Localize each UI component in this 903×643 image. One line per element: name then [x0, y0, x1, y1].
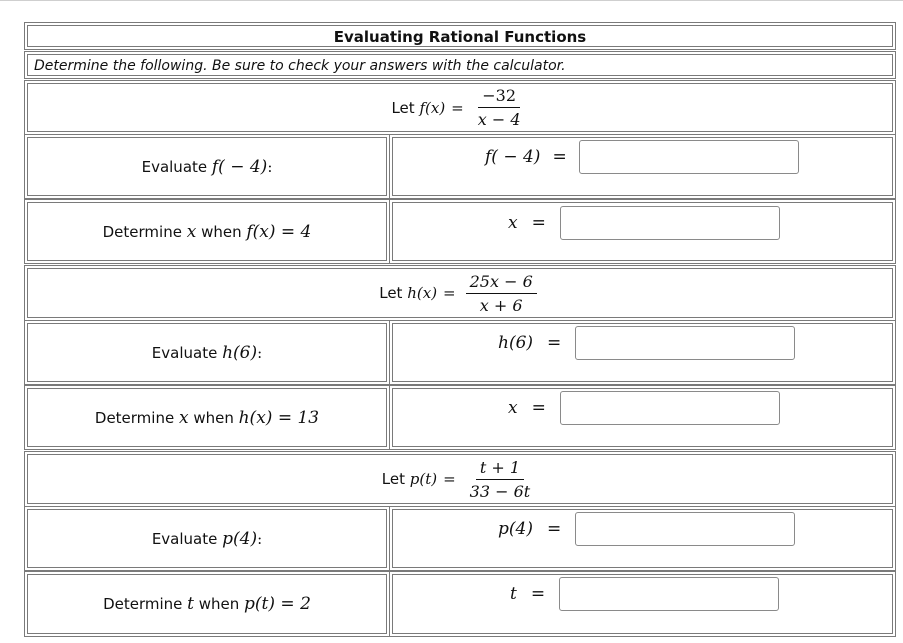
answer-cell-evaluate-p — [389, 506, 896, 571]
page-title: Evaluating Rational Functions — [27, 25, 893, 47]
when-label: when — [194, 595, 245, 613]
equals-sign: = — [451, 98, 464, 117]
answer-lhs-h6: h(6) — [498, 333, 534, 353]
function-name-h: h(x) — [407, 284, 438, 302]
evaluate-expression-f: f( − 4) — [211, 156, 268, 177]
when-label: when — [196, 222, 247, 241]
function-definition-p — [24, 451, 896, 507]
answer-lhs-p4: p(4) — [498, 519, 533, 539]
question-cell-determine-t-p — [24, 571, 390, 637]
answer-cell-evaluate-h — [389, 320, 896, 385]
condition-f: f(x) = 4 — [246, 221, 312, 242]
instructions-text: Determine the following. Be sure to check your answers with the calculator. — [27, 54, 893, 76]
fraction-f — [474, 86, 525, 129]
function-definition-h — [24, 265, 896, 321]
answer-input-p4[interactable] — [575, 512, 795, 546]
equals-sign: = — [547, 333, 562, 353]
colon: : — [257, 343, 263, 362]
answer-lhs-t: t — [510, 584, 517, 604]
determine-variable: t — [187, 594, 194, 614]
equals-sign: = — [531, 398, 546, 418]
function-definition-f — [24, 80, 896, 135]
determine-label: Determine — [102, 222, 187, 241]
question-cell-evaluate-p — [24, 506, 390, 571]
answer-input-x-h[interactable] — [560, 391, 780, 425]
let-prefix: Let — [391, 98, 420, 117]
question-cell-evaluate-f — [24, 134, 390, 199]
answer-input-h6[interactable] — [575, 326, 795, 360]
condition-h: h(x) = 13 — [238, 407, 320, 428]
let-prefix: Let — [379, 284, 408, 302]
determine-variable: x — [178, 407, 189, 428]
answer-cell-determine-t-p — [389, 571, 896, 637]
answer-input-x-f[interactable] — [560, 206, 780, 240]
answer-input-t-p[interactable] — [559, 577, 779, 611]
fraction-h — [466, 272, 537, 315]
equals-sign: = — [530, 584, 546, 604]
evaluate-label: Evaluate — [151, 529, 223, 548]
determine-variable: x — [186, 221, 197, 242]
answer-cell-determine-x-h — [389, 385, 896, 450]
function-name-f: f(x) — [419, 98, 446, 117]
answer-input-f-neg4[interactable] — [579, 140, 799, 174]
evaluate-expression-p: p(4) — [222, 528, 258, 549]
question-cell-evaluate-h — [24, 320, 390, 385]
answer-cell-determine-x-f — [389, 199, 896, 264]
instructions-box — [24, 51, 896, 79]
equals-sign: = — [443, 470, 456, 488]
answer-lhs-f-neg4: f( − 4) — [485, 147, 541, 167]
numerator-p: t + 1 — [476, 458, 524, 480]
evaluate-label: Evaluate — [141, 157, 212, 176]
answer-lhs-x: x — [508, 398, 518, 418]
colon: : — [267, 157, 273, 176]
function-name-p: p(t) — [409, 470, 438, 488]
answer-cell-evaluate-f — [389, 134, 896, 199]
determine-label: Determine — [94, 408, 179, 427]
fraction-p — [466, 458, 535, 501]
numerator-h: 25x − 6 — [466, 272, 537, 294]
evaluate-label: Evaluate — [151, 343, 223, 362]
question-cell-determine-x-f — [24, 199, 390, 264]
equals-sign: = — [531, 213, 546, 233]
numerator-f: −32 — [478, 86, 520, 108]
question-cell-determine-x-h — [24, 385, 390, 450]
equals-sign: = — [443, 284, 456, 302]
title-box — [24, 22, 896, 50]
answer-lhs-x: x — [508, 213, 518, 233]
equals-sign: = — [552, 147, 567, 167]
denominator-p: 33 − 6t — [469, 481, 531, 501]
evaluate-expression-h: h(6) — [222, 342, 258, 363]
top-divider — [0, 0, 903, 1]
when-label: when — [188, 408, 239, 427]
colon: : — [257, 529, 263, 548]
let-prefix: Let — [381, 470, 410, 488]
equals-sign: = — [546, 519, 562, 539]
denominator-h: x + 6 — [479, 295, 523, 315]
condition-p: p(t) = 2 — [244, 594, 311, 614]
denominator-f: x − 4 — [477, 110, 521, 129]
determine-label: Determine — [103, 595, 188, 613]
